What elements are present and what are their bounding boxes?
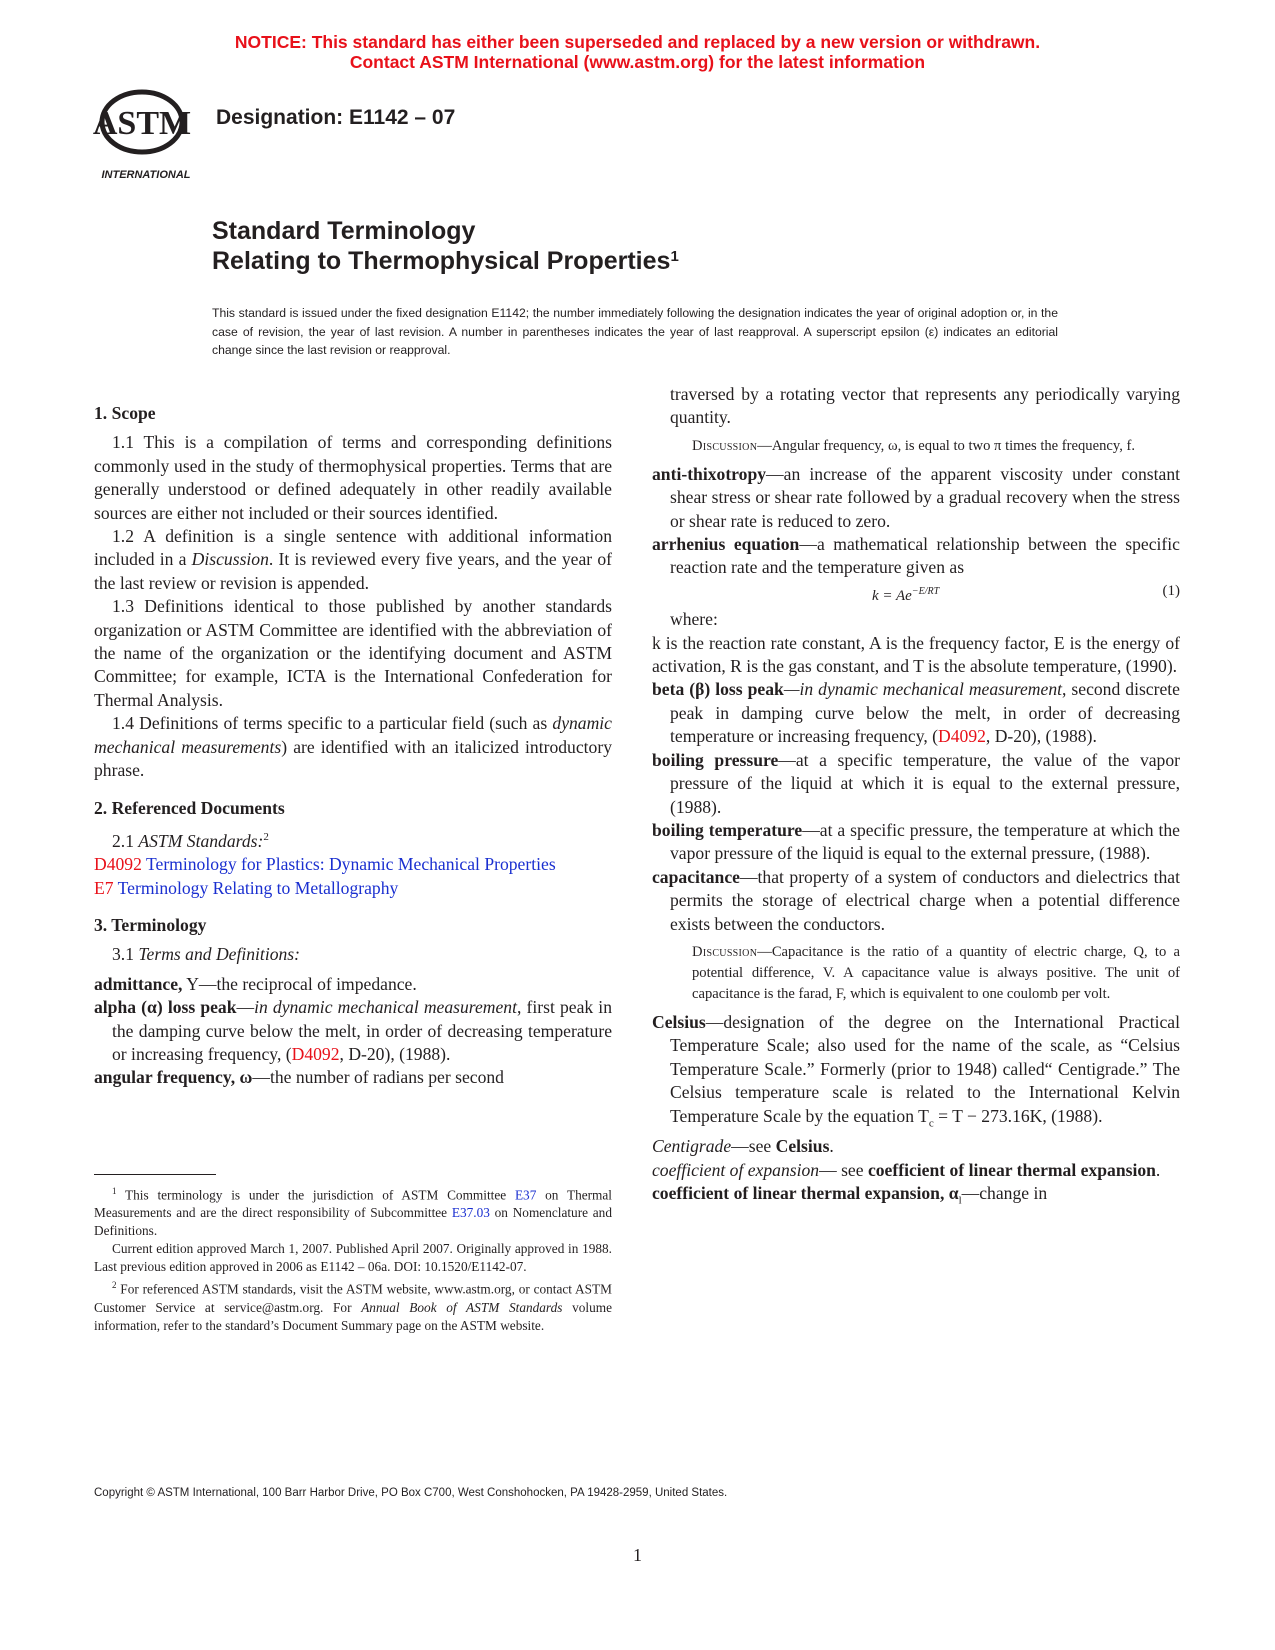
ref-title: Terminology for Plastics: Dynamic Mechanical Properties bbox=[141, 854, 556, 875]
left-column bbox=[94, 402, 612, 1090]
angular-frequency-continued: traversed by a rotating vector that represents any periodically varying quantity. bbox=[670, 384, 1180, 428]
term-arrhenius-equation: arrhenius equation—a mathematical relationship between the specific reaction rate and the temperature given as bbox=[652, 534, 1180, 578]
title-footnote-mark: 1 bbox=[670, 248, 679, 265]
document-title bbox=[212, 216, 679, 276]
section-1-heading: 1. Scope bbox=[94, 403, 156, 423]
term-boiling-temperature: boiling temperature—at a specific pressure, the temperature at which the vapor pressure of the liquid is equal to the external pressure, (1988). bbox=[652, 819, 1180, 864]
ref-title: Terminology Relating to Metallography bbox=[113, 877, 399, 898]
term-admittance: admittance, Y—the reciprocal of impedance. bbox=[94, 973, 417, 994]
para-1-2: 1.2 A definition is a single sentence with additional information included in a Discussion. It is reviewed every five years, and the year of the last review or revision is appended. bbox=[94, 526, 612, 593]
footnote-rule bbox=[94, 1174, 216, 1175]
reference-e7[interactable] bbox=[94, 877, 612, 900]
term-alpha-loss-peak: alpha (α) loss peak—in dynamic mechanical measurement, first peak in the damping curve below the melt, in order of decreasing temperature or increasing frequency, (D4092, D-20), (1988). bbox=[94, 997, 612, 1065]
para-2-1: 2.1 ASTM Standards:$^2$ bbox=[112, 830, 269, 851]
where-label: where: bbox=[670, 609, 718, 630]
where-definition: k is the reaction rate constant, A is the frequency factor, E is the energy of activation, R is the gas constant, and T is the absolute temperature, (1990). bbox=[652, 632, 1180, 677]
footnotes bbox=[94, 1182, 612, 1335]
link-e37[interactable]: E37 bbox=[514, 1187, 537, 1203]
section-3-heading: 3. Terminology bbox=[94, 914, 207, 935]
logo-mark: ASTM bbox=[92, 105, 192, 142]
term-coefficient-linear-thermal-expansion: coefficient of linear thermal expansion, $\alpha_l—change$ in bbox=[652, 1183, 1048, 1207]
reference-d4092[interactable] bbox=[94, 853, 612, 876]
section-2-heading: 2. Referenced Documents bbox=[94, 797, 285, 818]
link-d4092[interactable]: D4092 bbox=[291, 1044, 340, 1065]
angular-discussion: Discussion—Angular frequency, ω, is equal to two π times the frequency, f. bbox=[692, 437, 1136, 454]
logo-word: INTERNATIONAL bbox=[101, 169, 191, 181]
notice-line-2: Contact ASTM International (www.astm.org) for the latest information bbox=[349, 52, 926, 72]
para-1-3: 1.3 Definitions identical to those published by another standards organization or ASTM Committee are identified with the abbreviation of the name of the organization or the identifying document and ASTM Committee; for example, ICTA is the International Confederation for Thermal Analysis. bbox=[94, 596, 612, 710]
notice-banner bbox=[0, 32, 1275, 72]
capacitance-discussion: Discussion—Capacitance is the ratio of a quantity of electric charge, Q, to a potential difference, V. A capacitance value is always positive. The unit of capacitance is the farad, F, which is equivalent to one coulomb per volt. bbox=[692, 943, 1180, 1002]
right-column bbox=[652, 383, 1180, 1213]
term-capacitance: capacitance—that property of a system of conductors and dielectrics that permits the storage of electrical charge when a potential difference exists between the conductors. bbox=[652, 866, 1180, 934]
astm-logo-icon bbox=[92, 88, 200, 184]
ref-code: D4092 bbox=[94, 854, 142, 875]
term-coefficient-of-expansion: coefficient of expansion— see coefficient of linear thermal expansion. bbox=[652, 1159, 1161, 1180]
ref-code: E7 bbox=[94, 877, 114, 898]
para-1-1: 1.1 This is a compilation of terms and corresponding definitions commonly used in the study of thermophysical properties. Terms that are generally understood or defined adequately in other readily available sources are either not included or their sources identified. bbox=[94, 432, 612, 523]
designation: Designation: E1142 – 07 bbox=[216, 106, 456, 129]
para-1-4: 1.4 Definitions of terms specific to a particular field (such as dynamic mechanical measurements) are identified with an italicized introductory phrase. bbox=[94, 713, 612, 781]
para-3-1: 3.1 Terms and Definitions: bbox=[112, 944, 301, 965]
link-e37-03[interactable]: E37.03 bbox=[451, 1205, 490, 1221]
term-centigrade: Centigrade—see Celsius. bbox=[652, 1136, 834, 1157]
term-angular-frequency: angular frequency, ω—the number of radians per second bbox=[94, 1067, 504, 1088]
term-boiling-pressure: boiling pressure—at a specific temperature, the value of the vapor pressure of the liquid at which it is equal to the external pressure, (1988). bbox=[652, 749, 1180, 817]
link-d4092[interactable]: D4092 bbox=[938, 726, 986, 747]
title-line-1: Standard Terminology bbox=[212, 217, 476, 245]
page-number: 1 bbox=[633, 1545, 642, 1565]
notice-line-1: NOTICE: This standard has either been superseded and replaced by a new version or withdrawn. bbox=[234, 32, 1041, 52]
arrhenius-equation: $k = Ae^{-E/RT}$ (1) bbox=[872, 582, 1180, 604]
issued-note: This standard is issued under the fixed designation E1142; the number immediately following the designation indicates the year of original adoption or, in the case of revision, the year of last revision. A number in parentheses indicates the year of last reapproval. A superscript epsilon (ε) indicates an editorial change since the last revision or reapproval. bbox=[212, 306, 1058, 357]
footnote-1-edition: Current edition approved March 1, 2007. Published April 2007. Originally approved in 1988. Last previous edition approved in 2006 as E1142 – 06a. DOI: 10.1520/E1142-07. bbox=[94, 1241, 612, 1275]
copyright: Copyright © ASTM International, 100 Barr Harbor Drive, PO Box C700, West Conshohocken, PA 19428-2959, United States. bbox=[94, 1487, 728, 1499]
title-line-2: Relating to Thermophysical Properties bbox=[212, 247, 671, 275]
term-beta-loss-peak: beta (β) loss peak—in dynamic mechanical measurement, second discrete peak in damping curve below the melt, in order of decreasing temperature or increasing frequency, (D4092, D-20), (1988). bbox=[652, 679, 1180, 747]
term-celsius: Celsius—designation of the degree on the International Practical Temperature Scale; also used for the name of the scale, as “Celsius Temperature Scale.” Formerly (prior to 1948) called“ Centigrade.” The Celsius temperature scale is related to the International Kelvin Temperature Scale by the equation $T_c = T - 273.16K$, (1988). bbox=[652, 1011, 1180, 1130]
footnote-1: $^1$ This terminology is under the jurisdiction of ASTM Committee E37 on Thermal Measurements and are the direct responsibility of Subcommittee E37.03 on Nomenclature and Definitions. bbox=[94, 1186, 612, 1239]
footnote-2: $^2$ For referenced ASTM standards, visit the ASTM website, www.astm.org, or contact ASTM Customer Service at service@astm.org. For Annual Book of ASTM Standards volume information, refer to the standard’s Document Summary page on the ASTM website. bbox=[94, 1280, 612, 1333]
term-anti-thixotropy: anti-thixotropy—an increase of the apparent viscosity under constant shear stress or shear rate followed by a gradual recovery when the stress or shear rate is reduced to zero. bbox=[652, 463, 1180, 531]
